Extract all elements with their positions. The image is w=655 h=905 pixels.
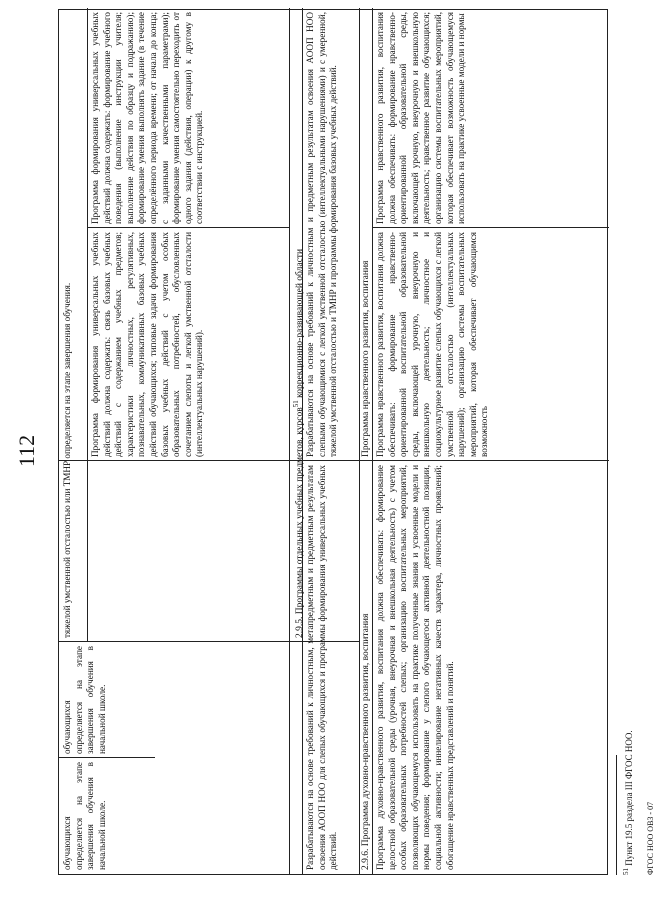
section-296-left-title: 2.9.6. Программа духовно-нравственного развития, воспитания bbox=[361, 613, 371, 870]
section-295-footnote-ref: 51 bbox=[292, 400, 300, 408]
page-number: 112 bbox=[14, 434, 39, 467]
standards-table bbox=[58, 9, 608, 875]
row1-col3-text: тяжелой умственной отсталостью или ТМНР определяется на этапе завершения обучения. bbox=[62, 282, 72, 638]
footnote-number: 51 bbox=[622, 868, 630, 875]
section-295-right-text: Разрабатываются на основе требований к личностным и предметным результатам освоения АООП НОО слепыми обучающимися с легкой умственной отсталостью (интеллектуальными нарушениями) и с умеренной, тяжелой умственной отсталостью и ТМНР и программы формирования базовых учебных действий. bbox=[305, 12, 339, 457]
section-296-left-text: Программа духовно-нравственного развития, воспитания должна обеспечивать: формирование целостной образовательной среды (урочная, внеурочная и внешкольная деятельность) с учетом особых образовательных потребностей слепых; организацию воспитательных мероприятий, позволяющих обучающемуся использовать на практике полученные знания и усвоенные модели и нормы поведения; формирование у слепого обучающегося активной деятельностной позиции, социальной активности; иннелирование негативных качеств характера, личностных проявлений; обогащение нравственных представлений и понятий. bbox=[375, 465, 455, 870]
section-296-col3-text: Программа нравственного развития, воспитания должна обеспечивать: формирование нравственно-ориентированной воспитательной образовательной среды, включающей урочную, внеурочную и внешкольную деятельность; личностное и социокультурное развитие слепых обучающихся с легкой умственной отсталостью (интеллектуальных нарушений); организацию системы воспитательных мероприятий, которая обеспечивает обучающимся возможность bbox=[375, 231, 490, 457]
footer-code: ФГОС НОО ОВЗ - 07 bbox=[646, 801, 655, 875]
footnote-text: Пункт 19.5 раздела III ФГОС НОО. bbox=[624, 730, 634, 868]
section-295-title-text: 2.9.5. Программы отдельных учебных предметов, курсов bbox=[295, 407, 306, 638]
row1-col2-text: обучающихся определяется на этапе завершения обучения в начальной школе. bbox=[62, 646, 107, 754]
section-295-title bbox=[290, 249, 306, 638]
section-295-title-tail: коррекционно-развивающей области bbox=[295, 248, 306, 401]
section-296-col4-text: Программа нравственного развития, воспитания должна обеспечивать: формирование нравственно-ориентированной образовательной среды, включающей урочную, внеурочную и внешкольную деятельность; нравственное развитие обучающихся; организацию системы воспитательных мероприятий, которая обеспечивает возможность обучающемуся использовать на практике усвоенные модели и нормы bbox=[375, 12, 467, 224]
footnote-separator bbox=[616, 755, 617, 875]
row2-col3-text: Программа формирования универсальных учебных действий должна содержать: связь базовых учебных действий с содержанием учебных предметов; характеристики личностных, регулятивных, познавательных, коммуникативных базовых учебных действий обучающихся; типовые задачи формирования базовых учебных действий с учетом особых образовательных потребностей, обусловленных сочетанием слепоты и легкой умственной отсталости (интеллектуальных нарушений). bbox=[90, 232, 205, 457]
row2-col4-text: Программа формирования универсальных учебных действий должна содержать: формирование учебного поведения (выполнение инструкции учителя; выполнение действия по образцу и подражанию); формирование умения выполнять задание (в течение определённого периода времени; от начала до конца; с заданными качественными параметрами); формирование умения самостоятельно переходить от одного задания (действия, операции) к другому в соответствии с инструкцией. bbox=[90, 12, 205, 224]
section-295-left-text: Разрабатываются на основе требований к личностным, метапредметным и предметным результатам освоения АООП НОО для слепых обучающихся и программы формирования универсальных учебных действий. bbox=[305, 465, 339, 870]
section-296-right-title: Программа нравственного развития, воспитания bbox=[361, 260, 371, 457]
footnote bbox=[622, 730, 634, 875]
row1-col1-text: обучающихся определяется на этапе завершения обучения в начальной школе. bbox=[62, 762, 107, 870]
